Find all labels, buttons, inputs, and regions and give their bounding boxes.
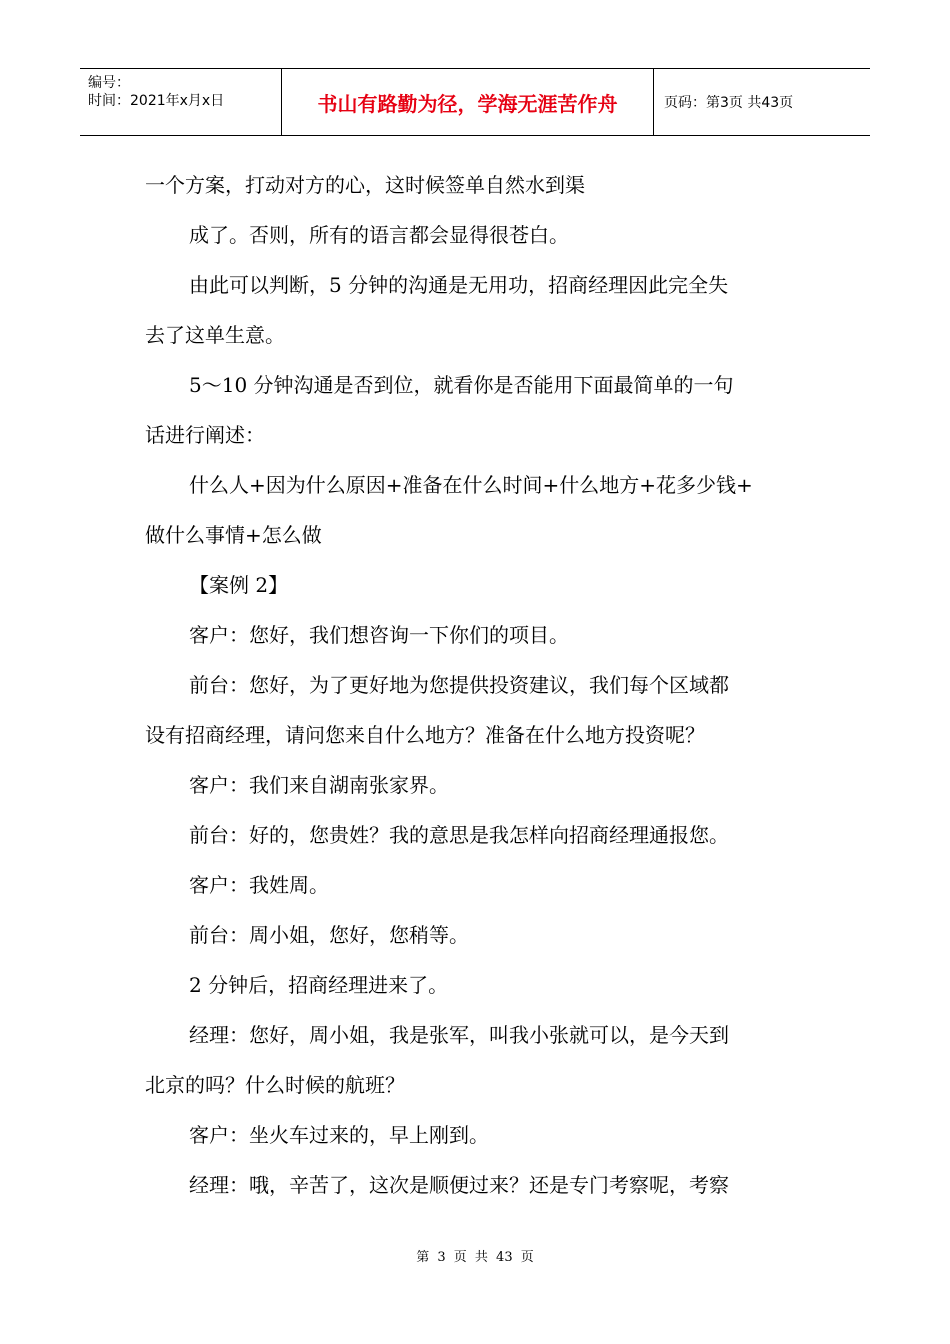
header-meta — [80, 69, 282, 135]
body-line: 经理：哦，辛苦了，这次是顺便过来？还是专门考察呢，考察 — [189, 1173, 729, 1197]
body-line: 前台：您好，为了更好地为您提供投资建议，我们每个区域都 — [189, 673, 729, 697]
document-date: 时间：2021年x月x日 — [88, 93, 225, 109]
header-page-info: 页码：第3页 共43页 — [664, 95, 794, 111]
body-line: 成了。否则，所有的语言都会显得很苍白。 — [189, 223, 569, 247]
body-line: 【案例 2】 — [189, 573, 289, 597]
body-line: 什么人+因为什么原因+准备在什么时间+什么地方+花多少钱+ — [189, 473, 753, 497]
body-line: 经理：您好，周小姐，我是张军，叫我小张就可以，是今天到 — [189, 1023, 729, 1047]
body-line: 客户：您好，我们想咨询一下你们的项目。 — [189, 623, 569, 647]
page-footer: 第 3 页 共 43 页 — [416, 1250, 534, 1265]
body-line: 前台：周小姐，您好，您稍等。 — [189, 923, 469, 947]
body-line: 设有招商经理，请问您来自什么地方？准备在什么地方投资呢？ — [145, 723, 705, 747]
body-line: 由此可以判断，5 分钟的沟通是无用功，招商经理因此完全失 — [189, 273, 729, 297]
body-line: 北京的吗？什么时候的航班？ — [145, 1073, 405, 1097]
document-body — [145, 160, 805, 1210]
document-number-label: 编号： — [88, 75, 130, 91]
body-line: 5～10 分钟沟通是否到位，就看你是否能用下面最简单的一句 — [189, 373, 734, 397]
body-line: 去了这单生意。 — [145, 323, 285, 347]
body-line: 2 分钟后，招商经理进来了。 — [189, 973, 449, 997]
page-header — [80, 68, 870, 136]
header-motto: 书山有路勤为径，学海无涯苦作舟 — [282, 69, 654, 135]
body-line: 话进行阐述： — [145, 423, 265, 447]
body-line: 一个方案，打动对方的心，这时候签单自然水到渠 — [145, 173, 585, 197]
body-line: 客户：我们来自湖南张家界。 — [189, 773, 449, 797]
body-line: 前台：好的，您贵姓？我的意思是我怎样向招商经理通报您。 — [189, 823, 729, 847]
body-line: 做什么事情+怎么做 — [145, 523, 322, 547]
body-line: 客户：我姓周。 — [189, 873, 329, 897]
body-line: 客户：坐火车过来的，早上刚到。 — [189, 1123, 489, 1147]
